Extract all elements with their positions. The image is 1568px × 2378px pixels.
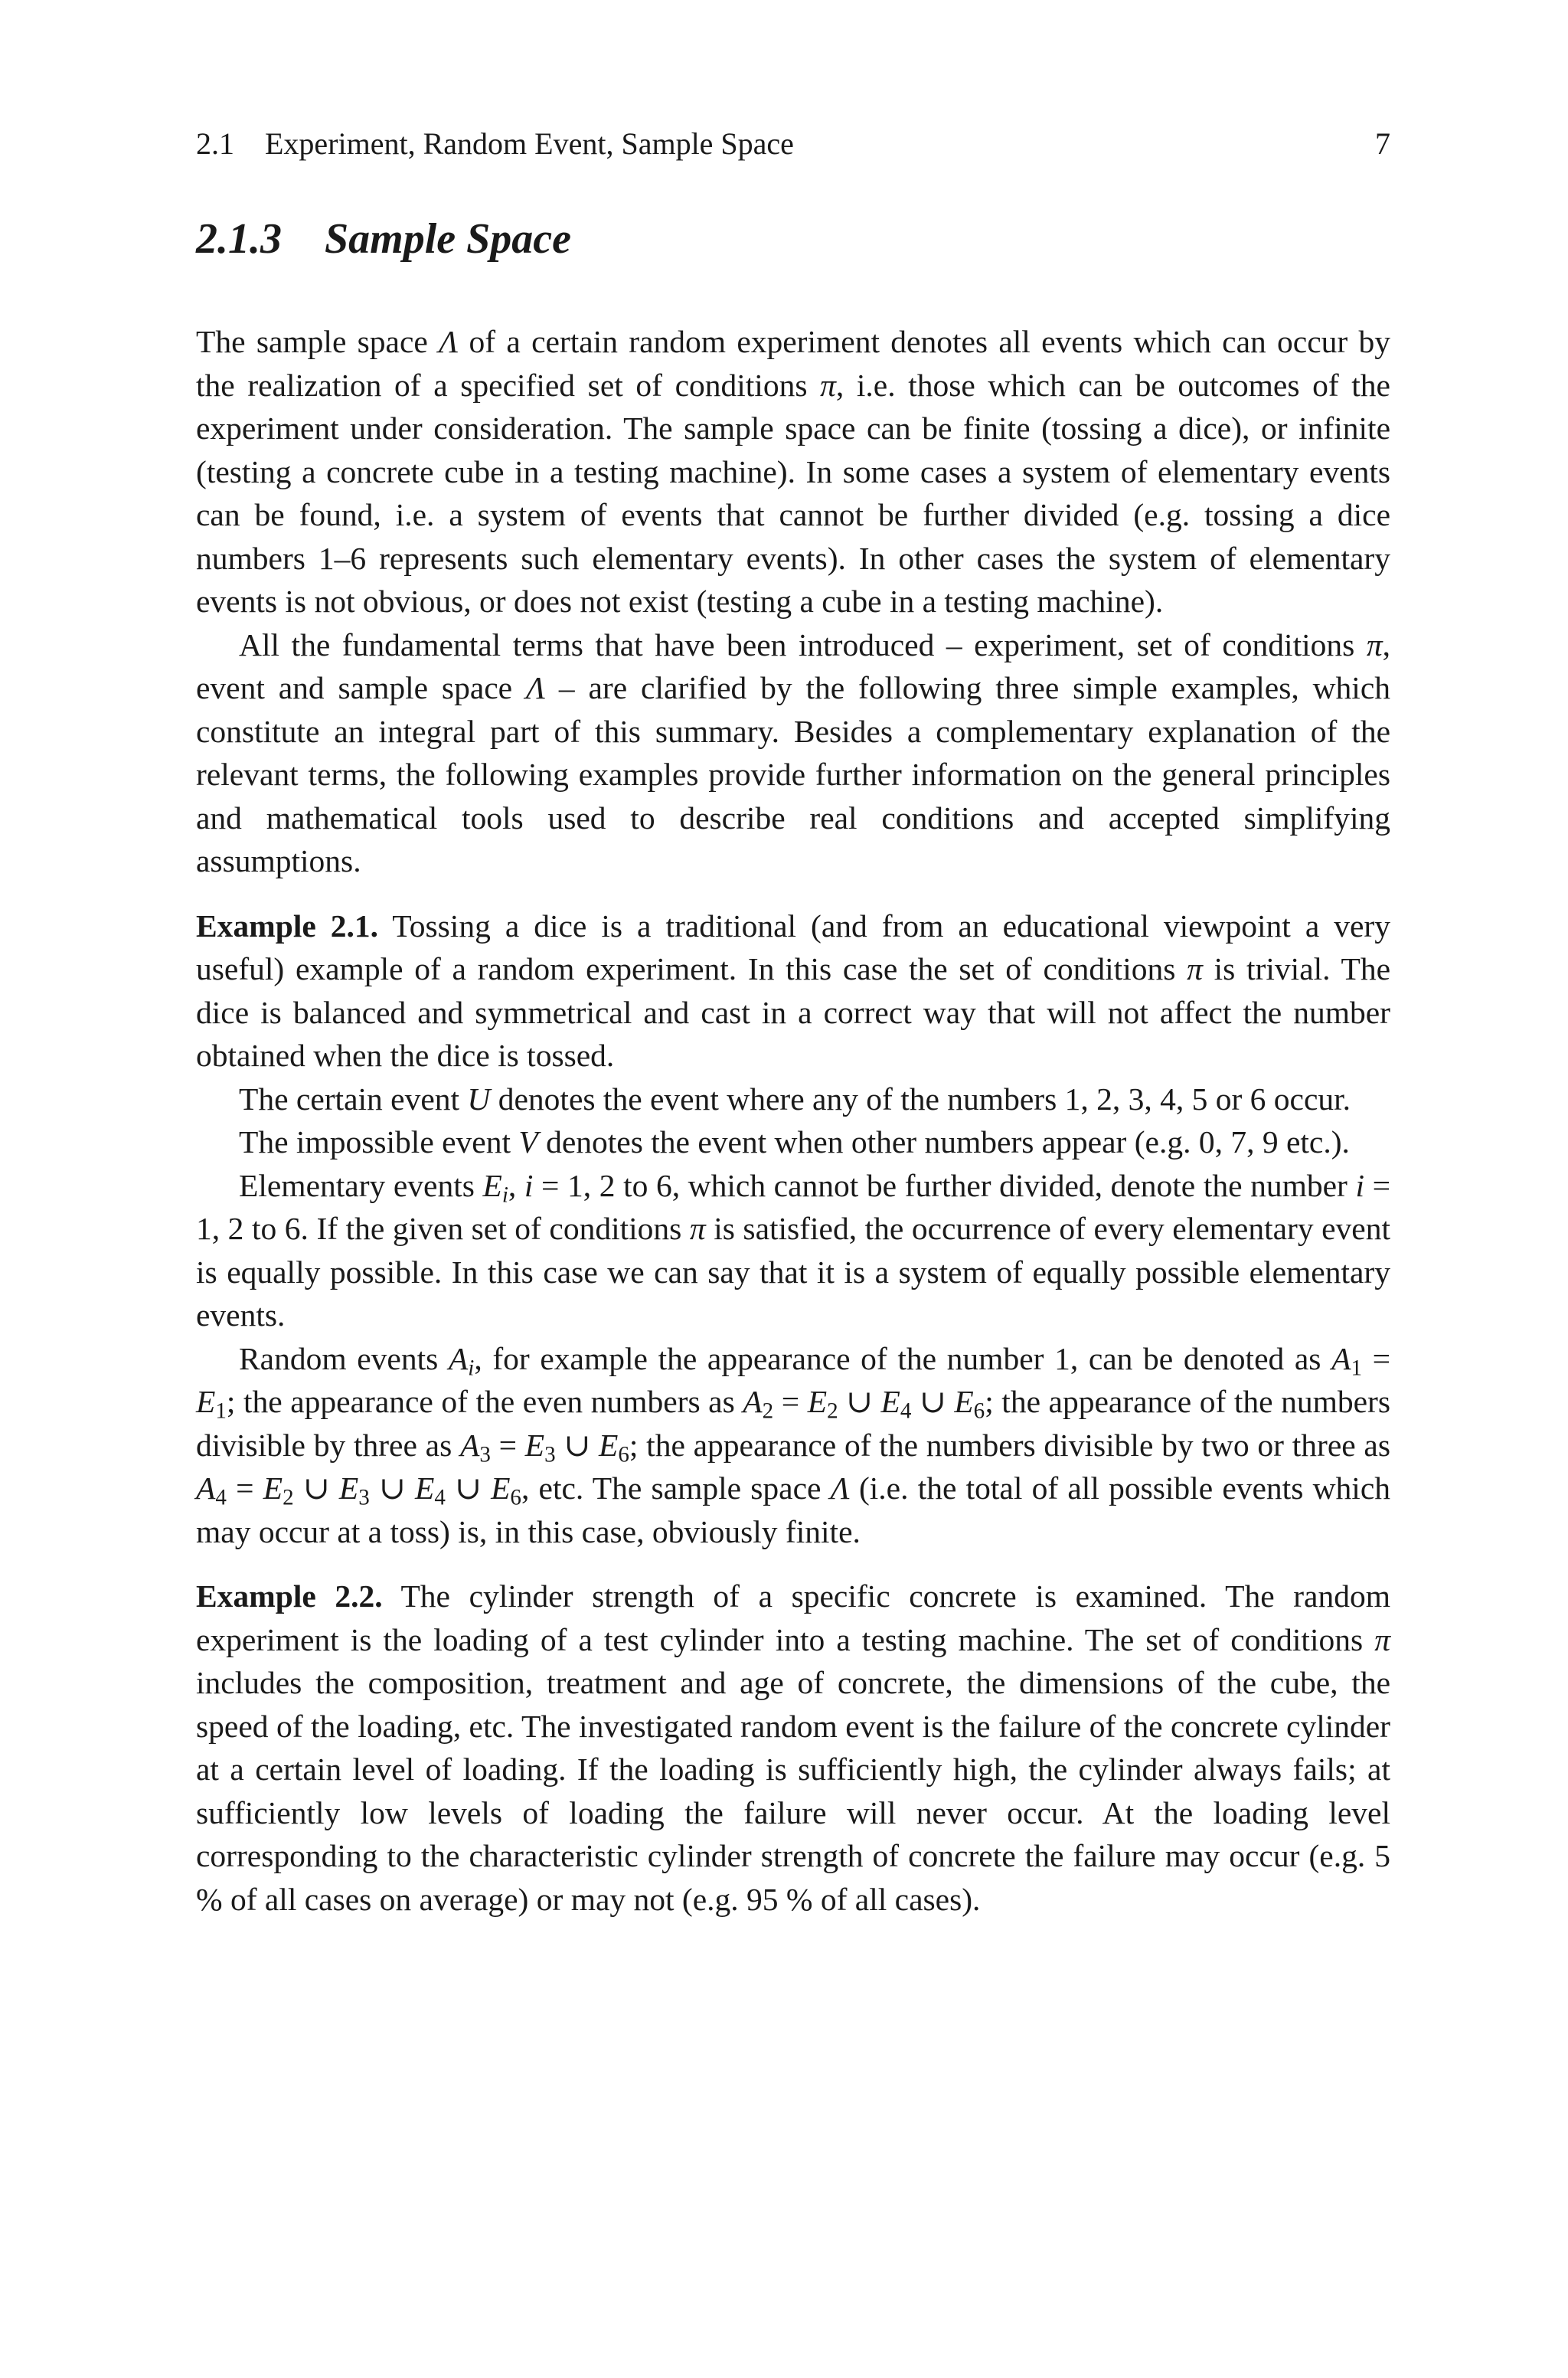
example-2-1-label: Example 2.1.	[196, 908, 379, 944]
running-head	[196, 123, 1390, 165]
formula-a3: $A_3 = E_3$ ∪ $E_6$	[459, 1427, 629, 1467]
paragraph-elementary-events: Elementary events $E_i$, i = 1, 2 to 6, which cannot be further divided, denote the number i = 1, 2 to 6. If the given set of conditions π is satisfied, the occurrence of every elementary event is equally possible. In this case we can say that it is a system of equally possible elementary events.	[196, 1167, 1390, 1333]
section-heading	[196, 211, 571, 267]
paragraph-random-events: Random events $A_i$, for example the appearance of the number 1, can be denoted as $A_1 = E_1$; the appearance of the even numbers as $A_2 = E_2$ ∪ $E_4$ ∪ $E_6$; the appearance of the numbers divisible by three as $A_3 = E_3$ ∪ $E_6$; the appearance of the numbers divisible by two or three as $A_4 = E_2$ ∪ $E_3$ ∪ $E_4$ ∪ $E_6$, etc. The sample space Λ (i.e. the total of all possible events which may occur at a toss) is, in this case, obviously finite.	[196, 1340, 1391, 1549]
page-number: 7	[1375, 126, 1390, 161]
example-2-2-label: Example 2.2.	[196, 1578, 383, 1614]
paragraph-sample-space-definition: The sample space Λ of a certain random experiment denotes all events which can occur by the realization of a specified set of conditions π, i.e. those which can be outcomes of the experiment under consideration. The sample space can be finite (tossing a dice), or infinite (testing a concrete cube in a testing machine). In some cases a system of elementary events can be found, i.e. a system of events that cannot be further divided (e.g. tossing a dice numbers 1–6 represents such elementary events). In other cases the system of elementary events is not obvious, or does not exist (testing a cube in a testing machine).	[196, 324, 1390, 619]
paragraph-fundamental-terms: All the fundamental terms that have been introduced – experiment, set of conditions π, event and sample space Λ – are clarified by the following three simple examples, which constitute an integral part of this summary. Besides a complementary explanation of the relevant terms, the following examples provide further information on the general principles and mathematical tools used to describe real conditions and accepted simplifying assumptions.	[196, 626, 1390, 878]
formula-a1: $A_1 = E_1$	[196, 1340, 1391, 1424]
example-2-2: Example 2.2. The cylinder strength of a specific concrete is examined. The random experiment is the loading of a test cylinder into a testing machine. The set of conditions π includes the composition, treatment and age of concrete, the dimensions of the cube, the speed of the loading, etc. The investigated random event is the failure of the concrete cylinder at a certain level of loading. If the loading is sufficiently high, the cylinder always fails; at sufficiently low levels of loading the failure will never occur. At the loading level corresponding to the characteristic cylinder strength of concrete the failure may occur (e.g. 5 % of all cases on average) or may not (e.g. 95 % of all cases).	[196, 1578, 1390, 1917]
paragraph-certain-event: The certain event U denotes the event where any of the numbers 1, 2, 3, 4, 5 or 6 occur.	[239, 1081, 1351, 1117]
header-section-title: Experiment, Random Event, Sample Space	[265, 126, 794, 161]
formula-a2: $A_2 = E_2$ ∪ $E_4$ ∪ $E_6$	[743, 1384, 985, 1424]
header-section-number: 2.1	[196, 126, 234, 161]
section-heading-number: 2.1.3	[196, 215, 282, 263]
example-2-1: Example 2.1. Tossing a dice is a traditional (and from an educational viewpoint a very useful) example of a random experiment. In this case the set of conditions π is trivial. The dice is balanced and symmetrical and cast in a correct way that will not affect the number obtained when the dice is tossed.	[196, 908, 1390, 1073]
section-heading-title: Sample Space	[325, 215, 571, 263]
body-text	[196, 320, 1390, 1921]
formula-a4: $A_4 = E_2$ ∪ $E_3$ ∪ $E_4$ ∪ $E_6$	[196, 1470, 521, 1510]
paragraph-impossible-event: The impossible event V denotes the event when other numbers appear (e.g. 0, 7, 9 etc.).	[239, 1124, 1350, 1160]
